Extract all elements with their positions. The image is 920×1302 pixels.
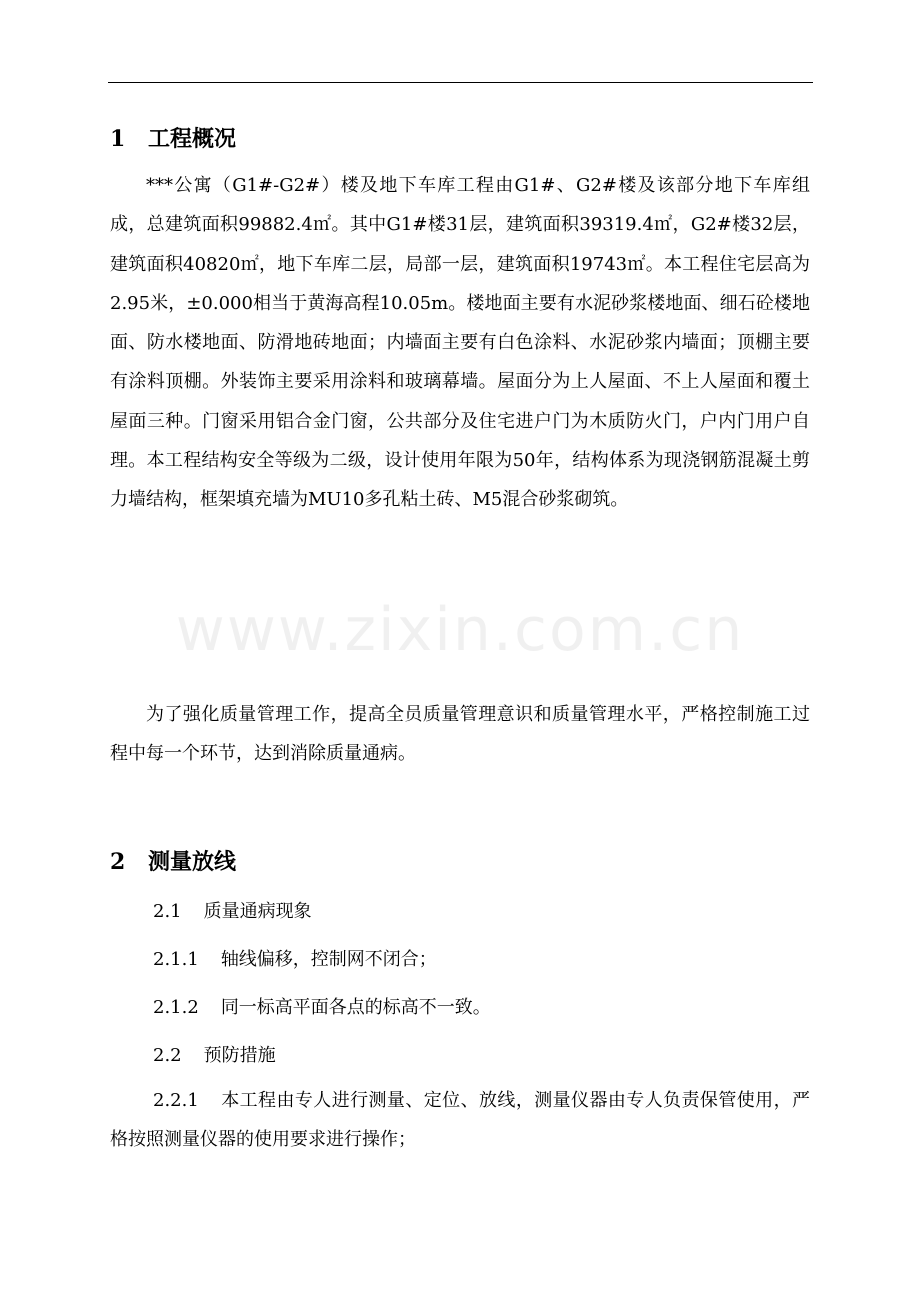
item-number: 2.1.1 [153, 949, 199, 970]
section-1-heading [110, 122, 236, 153]
section-2-heading [110, 845, 236, 876]
section-number: 2 [110, 849, 126, 875]
item-number: 2.2.1 [153, 1090, 199, 1111]
subsection-item [153, 1041, 276, 1067]
header-rule [108, 82, 813, 83]
item-text: 同一标高平面各点的标高不一致。 [220, 997, 491, 1018]
section-1-paragraph-1: ***公寓（G1#-G2#）楼及地下车库工程由G1#、G2#楼及该部分地下车库组成，总建筑面积99882.4㎡。其中G1#楼31层，建筑面积39319.4㎡，G2#楼32层，建筑面积40820㎡，地下车库二层，局部一层，建筑面积19743㎡。本工程住宅层高为2.95米，±0.000相当于黄海高程10.05m。楼地面主要有水泥砂浆楼地面、细石砼楼地面、防水楼地面、防滑地砖地面；内墙面主要有白色涂料、水泥砂浆内墙面；顶棚主要有涂料顶棚。外装饰主要采用涂料和玻璃幕墙。屋面分为上人屋面、不上人屋面和覆土屋面三种。门窗采用铝合金门窗，公共部分及住宅进户门为木质防火门，户内门用户自理。本工程结构安全等级为二级，设计使用年限为50年，结构体系为现浇钢筋混凝土剪力墙结构，框架填充墙为MU10多孔粘土砖、M5混合砂浆砌筑。 [110, 175, 810, 511]
item-number: 2.1 [153, 901, 182, 922]
subsection-item [153, 897, 312, 923]
item-text: 质量通病现象 [203, 901, 312, 922]
subsection-item [153, 945, 437, 971]
item-text: 预防措施 [203, 1045, 276, 1066]
subsection-paragraph [110, 1081, 810, 1160]
section-number: 1 [110, 126, 126, 152]
section-1-paragraph-2: 为了强化质量管理工作，提高全员质量管理意识和质量管理水平，严格控制施工过程中每一个环节，达到消除质量通病。 [110, 704, 810, 765]
section-title: 测量放线 [148, 849, 237, 875]
item-number: 2.1.2 [153, 997, 199, 1018]
watermark: www.zixin.com.cn [175, 595, 745, 665]
section-title: 工程概况 [148, 126, 237, 152]
item-text: 轴线偏移，控制网不闭合； [220, 949, 437, 970]
item-number: 2.2 [153, 1045, 182, 1066]
item-text: 本工程由专人进行测量、定位、放线，测量仪器由专人负责保管使用，严格按照测量仪器的使用要求进行操作； [110, 1090, 810, 1151]
subsection-item [153, 993, 491, 1019]
